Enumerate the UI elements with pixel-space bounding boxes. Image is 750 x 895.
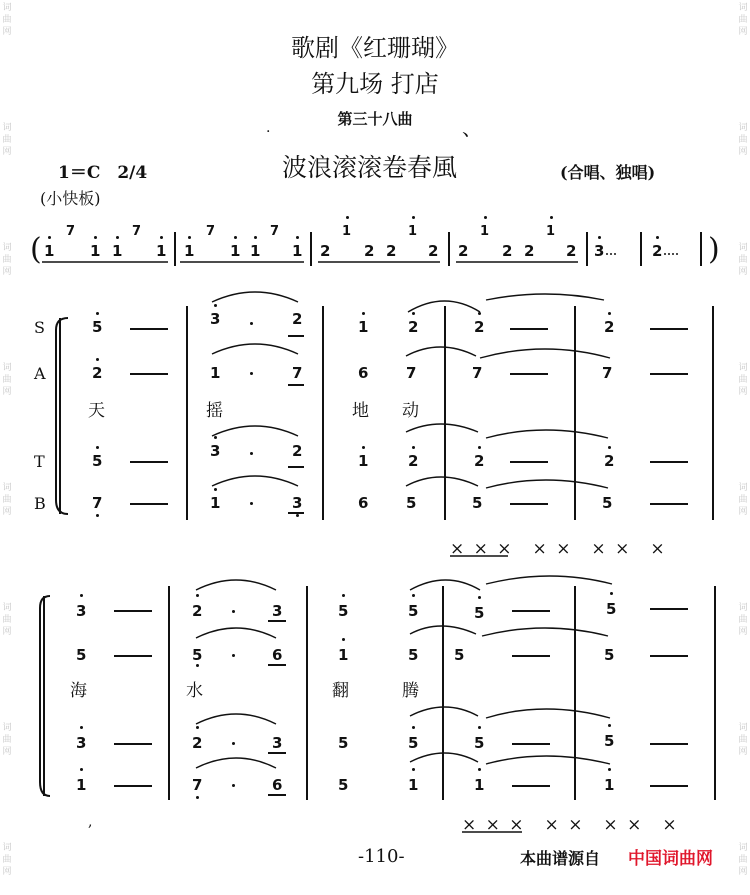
- bass-note: 7: [92, 494, 103, 512]
- alto-note: 5: [454, 646, 465, 664]
- intro-close-bracket: ): [708, 232, 720, 267]
- bass-note: 1: [474, 776, 485, 794]
- opera-title: 歌剧《红珊瑚》: [291, 34, 459, 62]
- lyric: 天: [88, 401, 105, 421]
- soprano-note: 5: [606, 600, 617, 618]
- intro-grace-note: 7: [270, 224, 280, 239]
- tenor-note: 3: [210, 442, 221, 460]
- stray-mark: .: [266, 120, 271, 136]
- intro-note: 2: [502, 242, 513, 260]
- bass-note: 5: [406, 494, 417, 512]
- bass-note: 5: [602, 494, 613, 512]
- soprano-note: 3: [272, 602, 283, 620]
- intro-note: 2: [566, 242, 577, 260]
- soprano-note: 5: [338, 602, 349, 620]
- intro-tremolo-note: 2: [652, 242, 663, 260]
- scene-title: 第九场 打店: [311, 70, 439, 98]
- site-link[interactable]: 中国词曲网: [628, 849, 713, 869]
- lyric: 海: [70, 681, 87, 701]
- intro-note: 1: [44, 242, 55, 260]
- intro-note: 2: [386, 242, 397, 260]
- lyric: 翻: [332, 681, 349, 701]
- performance-note: (合唱、独唱): [560, 163, 656, 182]
- alto-note: 1: [338, 646, 349, 664]
- alto-note: 6: [272, 646, 283, 664]
- soprano-note: 5: [474, 604, 485, 622]
- soprano-note: 2: [292, 310, 303, 328]
- stray-mark: 、: [462, 116, 482, 140]
- song-title: 波浪滚滚卷春風: [282, 153, 458, 182]
- bass-note: 5: [338, 776, 349, 794]
- alto-note: 1: [210, 364, 221, 382]
- bass-note: 1: [408, 776, 419, 794]
- tenor-note: 1: [358, 452, 369, 470]
- stray-mark: ,: [88, 814, 93, 830]
- tenor-note: 5: [604, 732, 615, 750]
- lyric: 腾: [402, 681, 419, 701]
- tempo-marking: (小快板): [40, 189, 101, 208]
- intro-note: 1: [90, 242, 101, 260]
- soprano-note: 5: [408, 602, 419, 620]
- alto-note: 2: [92, 364, 103, 382]
- percussion-line: × × × × × × × ×: [450, 539, 667, 559]
- bass-note: 6: [272, 776, 283, 794]
- soprano-note: 2: [604, 318, 615, 336]
- intro-note: 2: [524, 242, 535, 260]
- percussion-line: × × × × × × × ×: [462, 815, 679, 835]
- soprano-note: 2: [408, 318, 419, 336]
- soprano-note: 3: [76, 602, 87, 620]
- soprano-note: 5: [92, 318, 103, 336]
- tenor-note: 3: [76, 734, 87, 752]
- intro-note: 2: [364, 242, 375, 260]
- intro-grace-note: 1: [546, 224, 556, 239]
- bass-note: 1: [210, 494, 221, 512]
- intro-note: 1: [112, 242, 123, 260]
- tenor-note: 5: [92, 452, 103, 470]
- bass-note: 3: [292, 494, 303, 512]
- soprano-note: 2: [474, 318, 485, 336]
- intro-note: 2: [458, 242, 469, 260]
- voice-label-tenor: T: [34, 452, 45, 471]
- bass-note: 6: [358, 494, 369, 512]
- bass-note: 7: [192, 776, 203, 794]
- tenor-note: 2: [408, 452, 419, 470]
- intro-note: 1: [184, 242, 195, 260]
- alto-note: 6: [358, 364, 369, 382]
- alto-note: 7: [472, 364, 483, 382]
- intro-grace-note: 1: [480, 224, 490, 239]
- intro-note: 1: [156, 242, 167, 260]
- bass-note: 1: [604, 776, 615, 794]
- lyric: 地: [352, 401, 369, 421]
- right-watermark-strip: 词 曲 网 词 曲 网 词 曲 网 词 曲 网 词 曲 网 词 曲 网 词 曲 网 词 曲 网: [738, 3, 748, 877]
- intro-note: 1: [250, 242, 261, 260]
- intro-note: 2: [428, 242, 439, 260]
- voice-label-alto: A: [34, 364, 46, 383]
- alto-note: 5: [192, 646, 203, 664]
- alto-note: 5: [76, 646, 87, 664]
- bass-note: 1: [76, 776, 87, 794]
- tenor-note: 2: [192, 734, 203, 752]
- intro-grace-note: 1: [342, 224, 352, 239]
- tenor-note: 2: [604, 452, 615, 470]
- tenor-note: 3: [272, 734, 283, 752]
- soprano-note: 3: [210, 310, 221, 328]
- tenor-note: 2: [292, 442, 303, 460]
- intro-tremolo-note: 3: [594, 242, 605, 260]
- lyric: 水: [186, 681, 203, 701]
- page-number: -110-: [358, 846, 405, 867]
- soprano-note: 1: [358, 318, 369, 336]
- left-watermark-strip: 词 曲 网 词 曲 网 词 曲 网 词 曲 网 词 曲 网 词 曲 网 词 曲 网 词 曲 网: [2, 3, 12, 877]
- alto-note: 7: [292, 364, 303, 382]
- intro-note: 2: [320, 242, 331, 260]
- alto-note: 5: [604, 646, 615, 664]
- voice-label-bass: B: [34, 494, 46, 513]
- soprano-note: 2: [192, 602, 203, 620]
- alto-note: 5: [408, 646, 419, 664]
- lyric: 摇: [206, 401, 223, 421]
- alto-note: 7: [406, 364, 417, 382]
- intro-open-bracket: (: [30, 232, 42, 267]
- bass-note: 5: [472, 494, 483, 512]
- intro-grace-note: 7: [66, 224, 76, 239]
- tenor-note: 5: [408, 734, 419, 752]
- alto-note: 7: [602, 364, 613, 382]
- lyric: 动: [402, 401, 419, 421]
- tenor-note: 2: [474, 452, 485, 470]
- intro-grace-note: 7: [206, 224, 216, 239]
- piece-number: 第三十八曲: [337, 110, 413, 128]
- intro-grace-note: 1: [408, 224, 418, 239]
- intro-grace-note: 7: [132, 224, 142, 239]
- intro-note: 1: [230, 242, 241, 260]
- tenor-note: 5: [474, 734, 485, 752]
- intro-note: 1: [292, 242, 303, 260]
- tenor-note: 5: [338, 734, 349, 752]
- voice-label-soprano: S: [34, 318, 45, 337]
- source-label: 本曲谱源自: [520, 849, 601, 868]
- key-signature: 1＝C 2/4: [58, 163, 148, 183]
